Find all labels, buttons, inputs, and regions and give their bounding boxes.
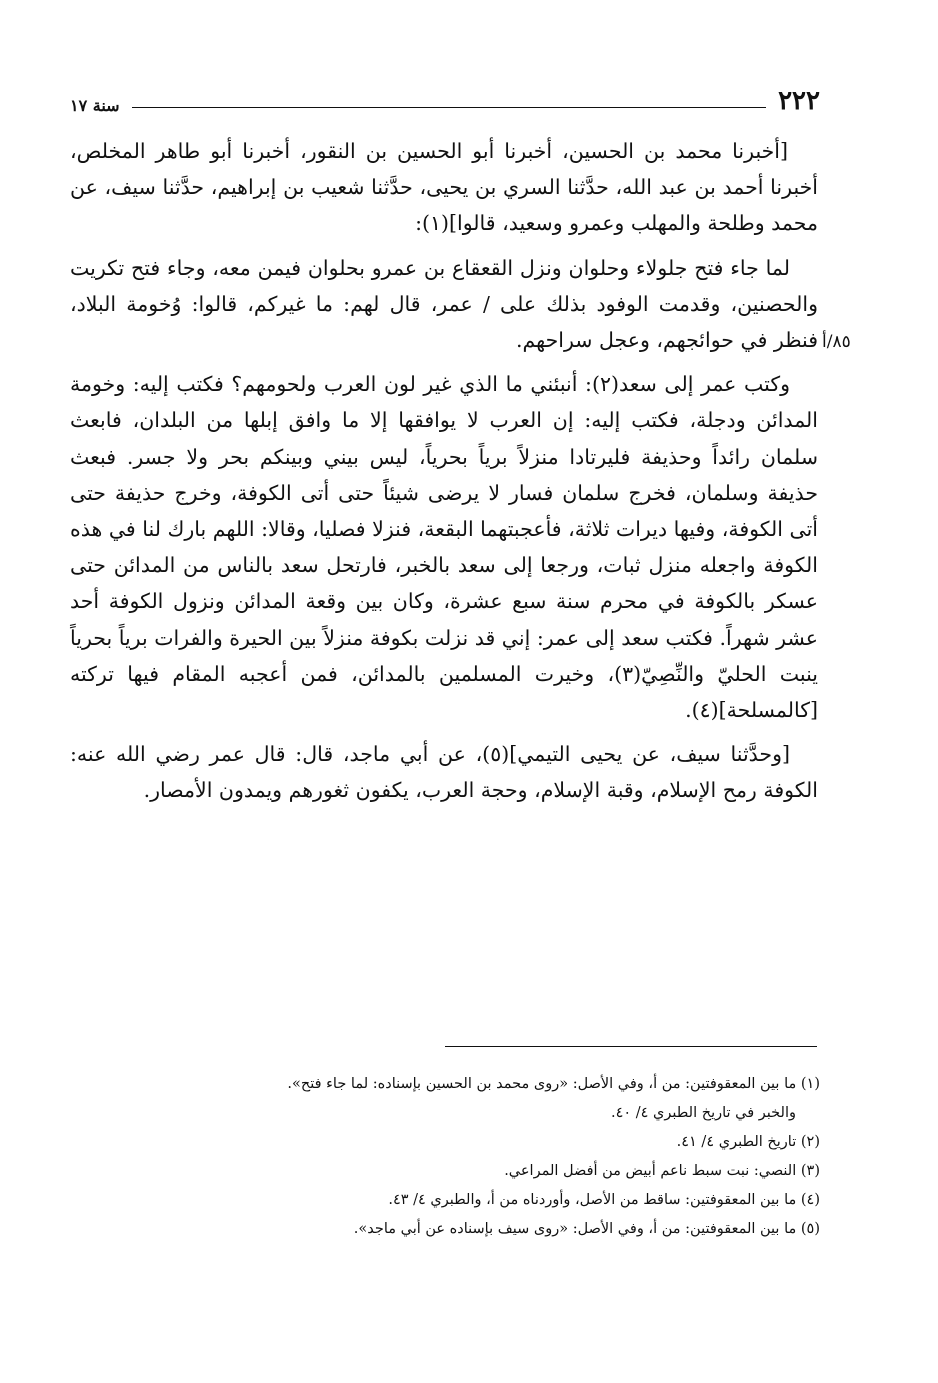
footnote-1: (١) ما بين المعقوفتين: من أ، وفي الأصل: «روى محمد بن الحسين بإسناده: لما جاء فتح». <box>287 1076 820 1092</box>
paragraph-kufa-founding: وكتب عمر إلى سعد(٢): أنبئني ما الذي غير لون العرب ولحومهم؟ فكتب إليه: وخومة المدائن ودجلة، فكتب إليه: إن العرب لا يوافقها إلا ما وافق إبلها من البلدان، فابعث سلمان رائداً وحذيفة فليرتادا منزلاً برياً بحرياً، ليس بيني وبينكم بحر ولا جسر. فبعث حذيفة وسلمان، فخرج سلمان فسار لا يرضى شيئاً حتى أتى الكوفة، وخرج حذيفة حتى أتى الكوفة، وفيها ديرات ثلاثة، فأعجبتهما البقعة، فنزلا فصليا، وقالا: اللهم بارك لنا في هذه الكوفة واجعله منزل ثبات، ورجعا إلى سعد بالخبر، فارتحل سعد بالناس من المدائن حتى عسكر بالكوفة في محرم سنة سبع عشرة، وكان بين وقعة المدائن ونزول الكوفة أحد عشر شهراً. فكتب سعد إلى عمر: إني قد نزلت بكوفة منزلاً بين الحيرة والفرات برياً بحرياً ينبت الحليّ والنِّصِيّ(٣)، وخيرت المسلمين بالمدائن، فمن أعجبه المقام فيها تركته [كالمسلحة](٤). <box>70 372 818 723</box>
footnote-4: (٤) ما بين المعقوفتين: ساقط من الأصل، وأوردناه من أ، والطبري ٤/ ٤٣. <box>388 1192 820 1208</box>
footnote-1-continuation: والخبر في تاريخ الطبري ٤/ ٤٠. <box>610 1105 796 1121</box>
page-number: ٢٢٢ <box>778 86 820 116</box>
running-header <box>70 78 820 114</box>
paragraph-conquest: لما جاء فتح جلولاء وحلوان ونزل القعقاع بن عمرو بحلوان فيمن معه، وجاء فتح تكريت والحصنين، وقدمت الوفود بذلك على / عمر، قال لهم: ما غيركم، قالوا: وُخومة البلاد، فنظر في حوائجهم، وعجل سراحهم. <box>70 255 818 353</box>
paragraph-umar-saying: [وحدَّثنا سيف، عن يحيى التيمي](٥)، عن أبي ماجد، قال: قال عمر رضي الله عنه: الكوفة رمح الإسلام، وقبة الإسلام، وحجة العرب، يكفون ثغورهم ويمدون الأمصار. <box>70 742 818 803</box>
year-label: سنة ١٧ <box>70 96 120 115</box>
main-text <box>70 133 818 817</box>
footnote-3: (٣) النصي: نبت سبط ناعم أبيض من أفضل المراعي. <box>504 1163 820 1179</box>
footnote-separator <box>445 1046 817 1047</box>
paragraph-isnad: [أخبرنا محمد بن الحسين، أخبرنا أبو الحسين بن النقور، أخبرنا أبو طاهر المخلص، أخبرنا أحمد بن عبد الله، حدَّثنا السري بن يحيى، حدَّثنا شعيب بن إبراهيم، حدَّثنا سيف، عن محمد وطلحة والمهلب وعمرو وسعيد، قالوا](١): <box>70 139 818 236</box>
header-rule <box>132 107 767 108</box>
manuscript-folio-note: ٨٥/أ <box>822 332 851 352</box>
footnotes <box>150 1070 820 1244</box>
footnote-2: (٢) تاريخ الطبري ٤/ ٤١. <box>676 1134 820 1150</box>
footnote-5: (٥) ما بين المعقوفتين: من أ، وفي الأصل: «روى سيف بإسناده عن أبي ماجد». <box>353 1221 820 1237</box>
